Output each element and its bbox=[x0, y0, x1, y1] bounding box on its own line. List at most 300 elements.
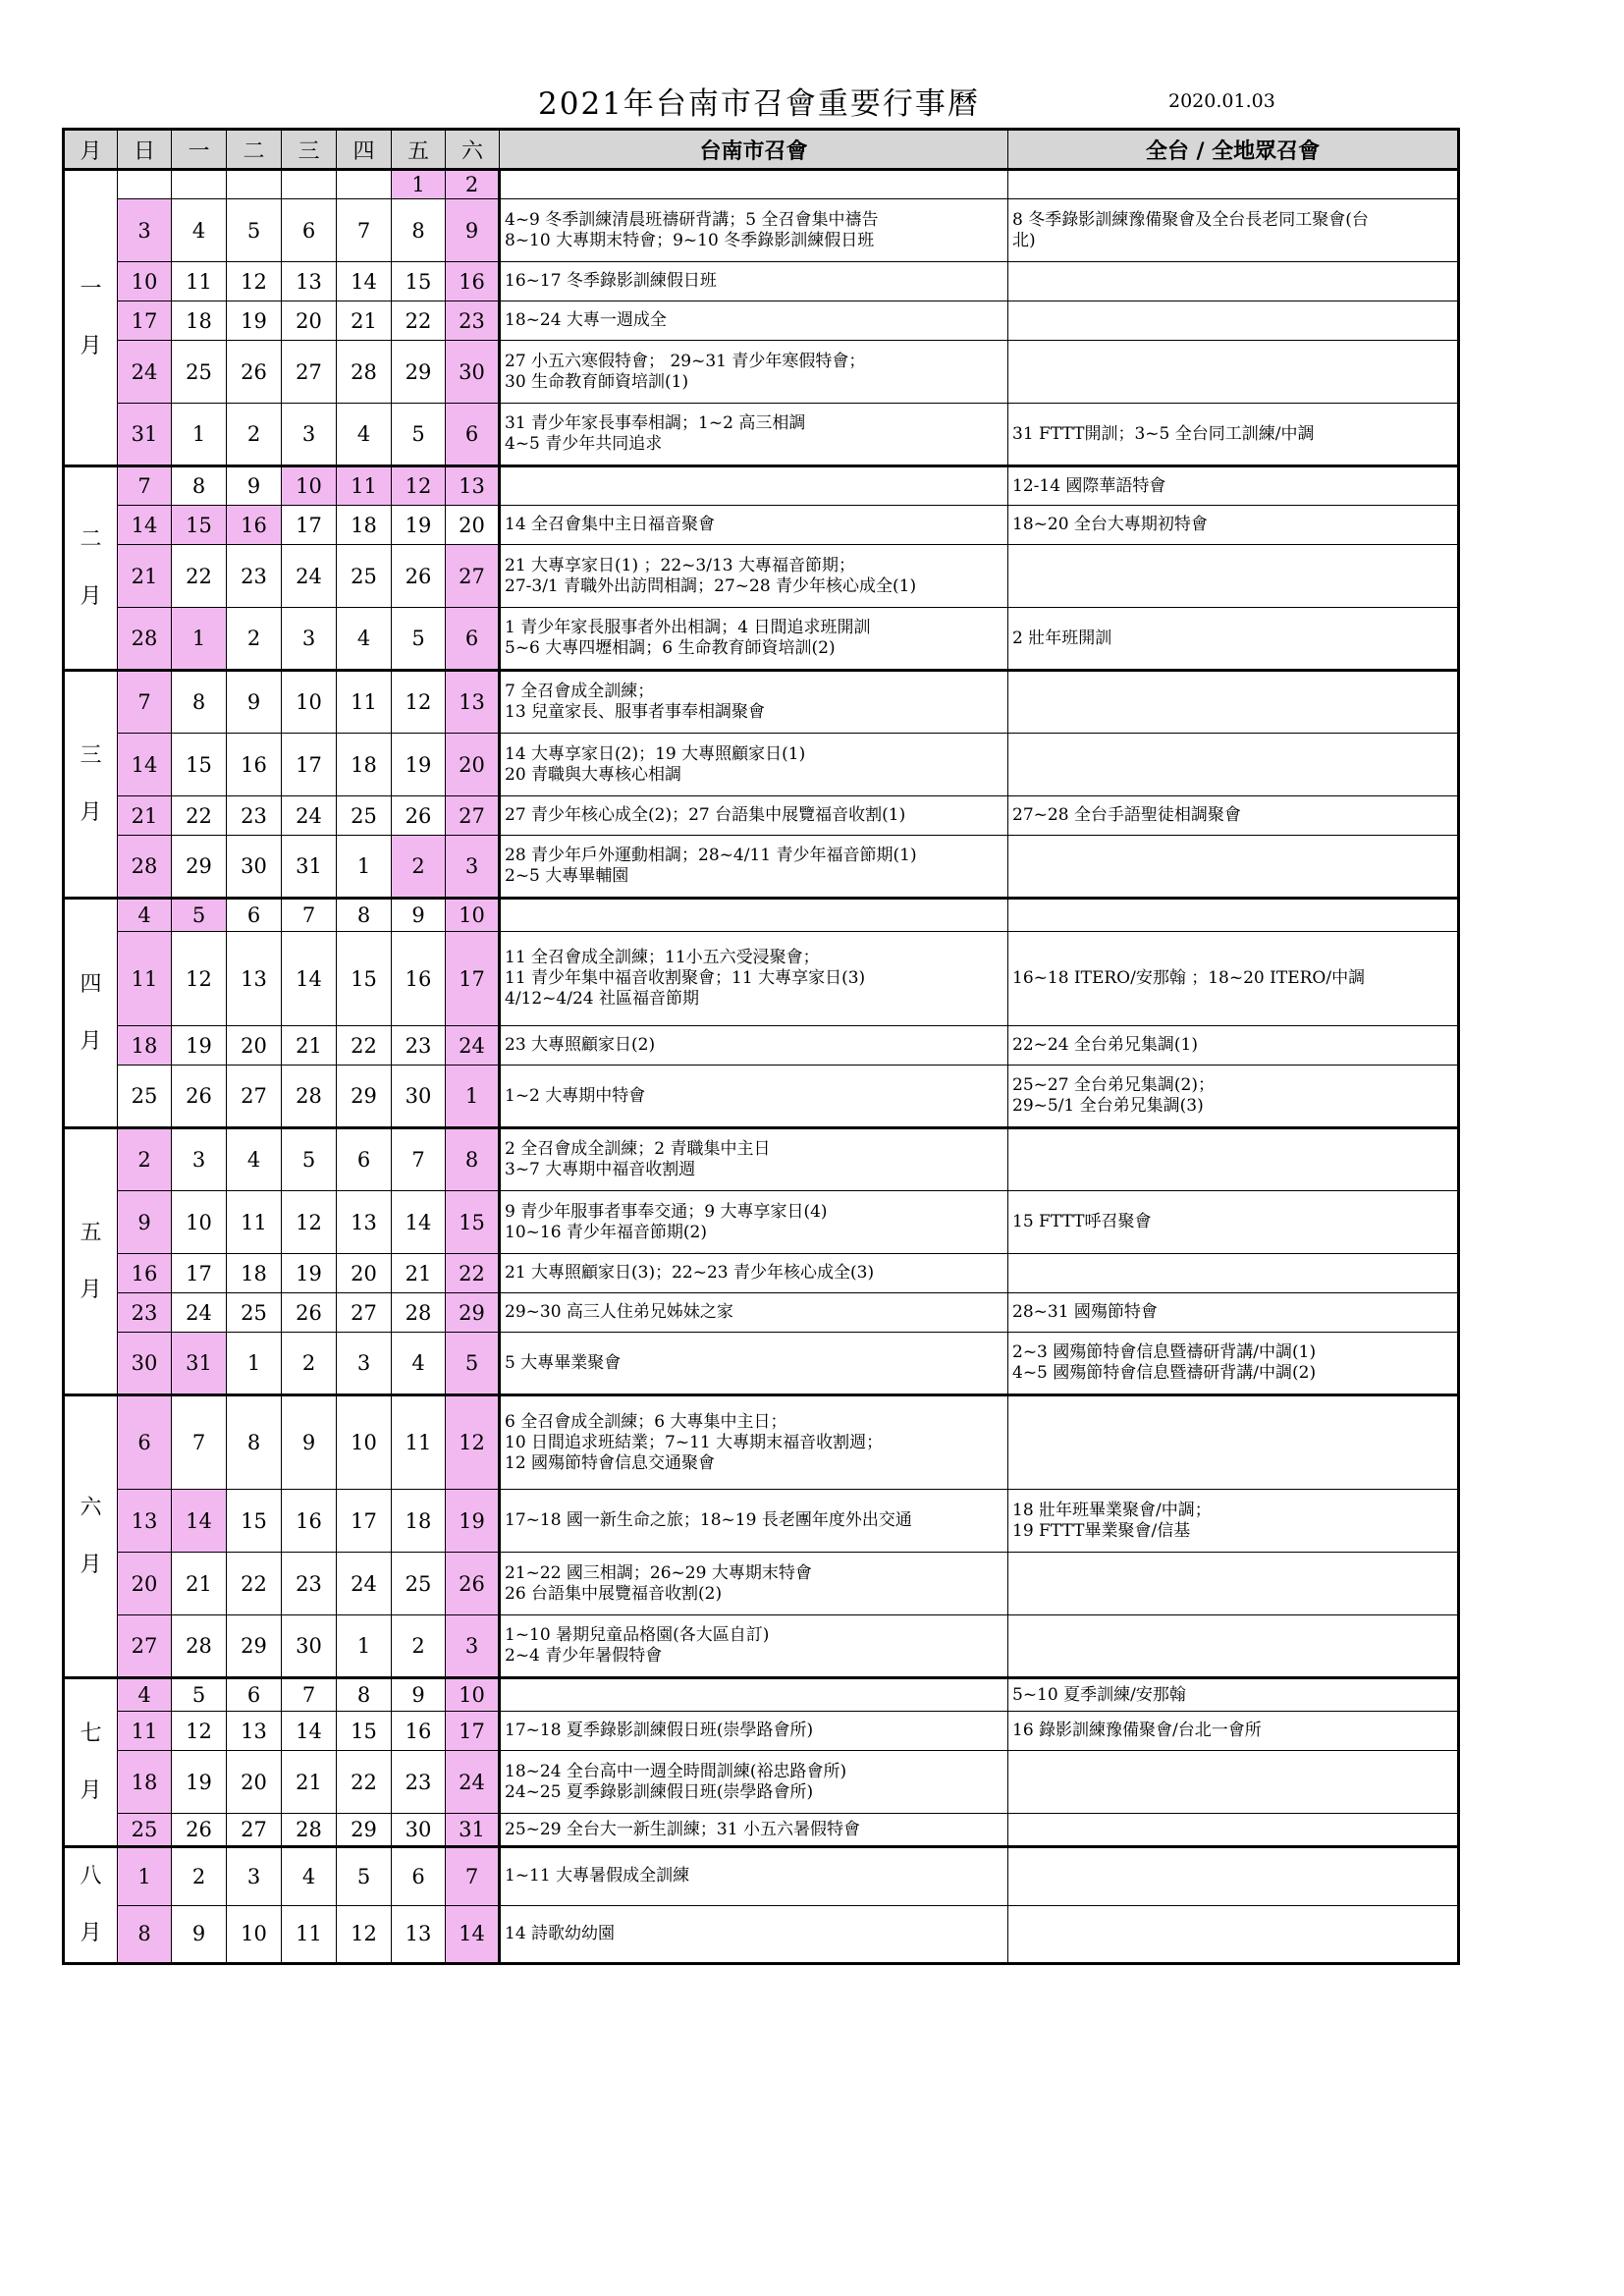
day-cell: 20 bbox=[227, 1026, 282, 1066]
local-events-cell bbox=[500, 1254, 1008, 1293]
local-events-cell bbox=[500, 1615, 1008, 1678]
day-cell: 9 bbox=[227, 466, 282, 506]
day-cell: 6 bbox=[227, 899, 282, 932]
day-cell: 20 bbox=[446, 734, 500, 796]
day-cell: 11 bbox=[337, 466, 392, 506]
local-events-cell bbox=[500, 1333, 1008, 1395]
day-cell: 2 bbox=[282, 1333, 337, 1395]
day-cell: 18 bbox=[337, 734, 392, 796]
national-events-cell bbox=[1008, 1751, 1459, 1814]
event-line: 15 FTTT呼召聚會 bbox=[1012, 1212, 1152, 1231]
event-line: 18~24 大專一週成全 bbox=[505, 310, 667, 330]
day-cell: 12 bbox=[392, 671, 446, 734]
day-cell: 3 bbox=[118, 199, 172, 262]
event-line: 22~24 全台弟兄集調(1) bbox=[1012, 1035, 1198, 1055]
header-row bbox=[64, 130, 1459, 170]
event-line: 10 日間追求班結業；7~11 大專期末福音收割週； bbox=[505, 1432, 884, 1452]
week-row bbox=[64, 1847, 1459, 1906]
local-events-cell bbox=[500, 1751, 1008, 1814]
day-cell: 21 bbox=[118, 796, 172, 836]
local-events-cell bbox=[500, 506, 1008, 545]
day-cell: 24 bbox=[118, 341, 172, 404]
day-cell: 6 bbox=[446, 608, 500, 671]
day-cell: 7 bbox=[118, 671, 172, 734]
day-cell: 23 bbox=[392, 1751, 446, 1814]
day-cell: 22 bbox=[337, 1751, 392, 1814]
day-cell: 29 bbox=[337, 1814, 392, 1847]
day-cell: 4 bbox=[282, 1847, 337, 1906]
week-row bbox=[64, 466, 1459, 506]
national-events-cell bbox=[1008, 1395, 1459, 1490]
national-events-cell bbox=[1008, 734, 1459, 796]
day-cell: 8 bbox=[446, 1128, 500, 1191]
day-cell: 31 bbox=[282, 836, 337, 899]
month-label-char: 月 bbox=[80, 1552, 102, 1577]
day-cell: 10 bbox=[337, 1395, 392, 1490]
day-cell: 6 bbox=[337, 1128, 392, 1191]
day-cell: 16 bbox=[227, 506, 282, 545]
day-cell: 22 bbox=[392, 301, 446, 341]
weekday-header-mon: 一 bbox=[172, 130, 227, 170]
day-cell bbox=[337, 170, 392, 199]
day-cell: 30 bbox=[118, 1333, 172, 1395]
event-line: 13 兒童家長、服事者事奉相調聚會 bbox=[505, 702, 766, 722]
month-label-char: 五 bbox=[80, 1220, 102, 1245]
day-cell: 20 bbox=[282, 301, 337, 341]
local-events-cell bbox=[500, 170, 1008, 199]
day-cell: 9 bbox=[172, 1905, 227, 1964]
day-cell: 16 bbox=[446, 262, 500, 301]
event-line: 1~10 暑期兒童品格園(各大區自訂) bbox=[505, 1625, 770, 1645]
day-cell: 2 bbox=[118, 1128, 172, 1191]
day-cell: 5 bbox=[446, 1333, 500, 1395]
event-line: 2~5 大專畢輔園 bbox=[505, 866, 629, 886]
day-cell: 18 bbox=[118, 1026, 172, 1066]
day-cell: 30 bbox=[282, 1615, 337, 1678]
national-events-cell bbox=[1008, 262, 1459, 301]
day-cell: 11 bbox=[118, 1712, 172, 1751]
month-label-char: 八 bbox=[80, 1864, 102, 1888]
day-cell: 22 bbox=[337, 1026, 392, 1066]
local-events-cell bbox=[500, 608, 1008, 671]
weekday-header-sun: 日 bbox=[118, 130, 172, 170]
day-cell: 23 bbox=[227, 545, 282, 608]
day-cell: 12 bbox=[172, 932, 227, 1026]
day-cell: 1 bbox=[118, 1847, 172, 1906]
day-cell: 26 bbox=[227, 341, 282, 404]
day-cell: 14 bbox=[118, 506, 172, 545]
event-line: 30 生命教育師資培訓(1) bbox=[505, 371, 689, 392]
day-cell: 23 bbox=[227, 796, 282, 836]
day-cell: 29 bbox=[446, 1293, 500, 1333]
local-events-cell bbox=[500, 1066, 1008, 1128]
event-line: 20 青職與大專核心相調 bbox=[505, 764, 682, 785]
event-line: 21~22 國三相調；26~29 大專期末特會 bbox=[505, 1562, 812, 1583]
local-events-cell bbox=[500, 545, 1008, 608]
national-events-cell bbox=[1008, 466, 1459, 506]
day-cell: 31 bbox=[446, 1814, 500, 1847]
national-events-cell bbox=[1008, 199, 1459, 262]
local-events-cell bbox=[500, 671, 1008, 734]
local-events-cell bbox=[500, 1814, 1008, 1847]
day-cell: 15 bbox=[337, 932, 392, 1026]
national-events-cell bbox=[1008, 796, 1459, 836]
day-cell: 13 bbox=[282, 262, 337, 301]
event-line: 3~7 大專期中福音收割週 bbox=[505, 1160, 696, 1179]
day-cell: 21 bbox=[172, 1553, 227, 1615]
event-line: 2~3 國殤節特會信息暨禱研背講/中調(1) bbox=[1012, 1342, 1317, 1362]
day-cell: 29 bbox=[392, 341, 446, 404]
national-events-cell bbox=[1008, 545, 1459, 608]
month-label-char: 月 bbox=[80, 1777, 102, 1803]
day-cell: 11 bbox=[392, 1395, 446, 1490]
event-line: 28~31 國殤節特會 bbox=[1012, 1302, 1158, 1322]
day-cell: 4 bbox=[227, 1128, 282, 1191]
day-cell: 5 bbox=[392, 608, 446, 671]
weekday-header-sat: 六 bbox=[446, 130, 500, 170]
day-cell: 27 bbox=[282, 341, 337, 404]
month-label bbox=[64, 1847, 118, 1964]
week-row bbox=[64, 836, 1459, 899]
event-line: 8 冬季錄影訓練豫備聚會及全台長老同工聚會(台 bbox=[1012, 209, 1369, 230]
month-label-char: 月 bbox=[80, 799, 102, 825]
weekday-header-tue: 二 bbox=[227, 130, 282, 170]
day-cell: 13 bbox=[337, 1191, 392, 1254]
week-row bbox=[64, 1615, 1459, 1678]
day-cell: 14 bbox=[446, 1905, 500, 1964]
event-line: 18 壯年班畢業聚會/中調； bbox=[1012, 1500, 1212, 1520]
week-row bbox=[64, 1751, 1459, 1814]
day-cell: 26 bbox=[392, 545, 446, 608]
day-cell: 25 bbox=[172, 341, 227, 404]
local-events-cell bbox=[500, 404, 1008, 466]
day-cell: 27 bbox=[227, 1814, 282, 1847]
day-cell: 14 bbox=[282, 1712, 337, 1751]
calendar-table bbox=[62, 128, 1460, 1965]
national-events-cell bbox=[1008, 404, 1459, 466]
event-line: 5 大專畢業聚會 bbox=[505, 1352, 622, 1373]
national-events-cell bbox=[1008, 671, 1459, 734]
week-row bbox=[64, 301, 1459, 341]
day-cell: 15 bbox=[172, 734, 227, 796]
document-date: 2020.01.03 bbox=[1168, 90, 1275, 112]
day-cell: 24 bbox=[172, 1293, 227, 1333]
national-events-cell bbox=[1008, 1678, 1459, 1712]
day-cell: 2 bbox=[446, 170, 500, 199]
day-cell: 4 bbox=[118, 899, 172, 932]
national-events-cell bbox=[1008, 301, 1459, 341]
day-cell: 10 bbox=[282, 671, 337, 734]
day-cell: 21 bbox=[118, 545, 172, 608]
day-cell: 13 bbox=[392, 1905, 446, 1964]
event-line: 7 全召會成全訓練； bbox=[505, 682, 655, 701]
national-events-cell bbox=[1008, 1066, 1459, 1128]
day-cell: 1 bbox=[337, 836, 392, 899]
day-cell: 24 bbox=[446, 1751, 500, 1814]
day-cell: 4 bbox=[337, 404, 392, 466]
local-events-cell bbox=[500, 796, 1008, 836]
event-line: 18~20 全台大專期初特會 bbox=[1012, 515, 1208, 534]
day-cell: 25 bbox=[118, 1066, 172, 1128]
day-cell: 15 bbox=[337, 1712, 392, 1751]
page-title: 2021年台南市召會重要行事曆 bbox=[538, 86, 980, 122]
event-line: 1~11 大專暑假成全訓練 bbox=[505, 1866, 690, 1886]
day-cell: 25 bbox=[227, 1293, 282, 1333]
calendar-body bbox=[64, 170, 1459, 1964]
week-row bbox=[64, 1191, 1459, 1254]
day-cell: 26 bbox=[392, 796, 446, 836]
week-row bbox=[64, 734, 1459, 796]
day-cell: 13 bbox=[227, 932, 282, 1026]
day-cell: 27 bbox=[118, 1615, 172, 1678]
month-label bbox=[64, 899, 118, 1128]
day-cell: 23 bbox=[392, 1026, 446, 1066]
day-cell: 3 bbox=[227, 1847, 282, 1906]
month-label-char: 四 bbox=[80, 971, 102, 997]
day-cell: 3 bbox=[446, 836, 500, 899]
day-cell: 11 bbox=[337, 671, 392, 734]
day-cell: 10 bbox=[227, 1905, 282, 1964]
day-cell: 5 bbox=[337, 1847, 392, 1906]
day-cell: 25 bbox=[118, 1814, 172, 1847]
event-line: 28 青少年戶外運動相調；28~4/11 青少年福音節期(1) bbox=[505, 846, 917, 865]
day-cell: 14 bbox=[337, 262, 392, 301]
day-cell: 28 bbox=[118, 836, 172, 899]
month-label-char: 一 bbox=[80, 276, 102, 301]
local-events-cell bbox=[500, 466, 1008, 506]
national-events-cell bbox=[1008, 1191, 1459, 1254]
day-cell: 2 bbox=[227, 404, 282, 466]
day-cell: 8 bbox=[172, 671, 227, 734]
day-cell: 23 bbox=[446, 301, 500, 341]
month-label-char: 六 bbox=[80, 1495, 102, 1520]
month-label bbox=[64, 1395, 118, 1678]
day-cell: 18 bbox=[227, 1254, 282, 1293]
day-cell: 16 bbox=[227, 734, 282, 796]
day-cell: 7 bbox=[392, 1128, 446, 1191]
event-line: 19 FTTT畢業聚會/信基 bbox=[1012, 1520, 1191, 1541]
day-cell: 14 bbox=[172, 1490, 227, 1553]
national-events-cell bbox=[1008, 1333, 1459, 1395]
weekday-header-thu: 四 bbox=[337, 130, 392, 170]
day-cell: 6 bbox=[392, 1847, 446, 1906]
day-cell: 19 bbox=[282, 1254, 337, 1293]
month-label-char: 月 bbox=[80, 1028, 102, 1054]
event-line: 23 大專照顧家日(2) bbox=[505, 1035, 656, 1055]
event-line: 17~18 國一新生命之旅；18~19 長老團年度外出交通 bbox=[505, 1510, 912, 1530]
national-events-cell bbox=[1008, 170, 1459, 199]
month-label bbox=[64, 1678, 118, 1847]
day-cell: 12 bbox=[172, 1712, 227, 1751]
day-cell: 30 bbox=[392, 1814, 446, 1847]
day-cell: 18 bbox=[172, 301, 227, 341]
local-events-cell bbox=[500, 1293, 1008, 1333]
local-events-cell bbox=[500, 1712, 1008, 1751]
day-cell: 4 bbox=[172, 199, 227, 262]
week-row bbox=[64, 1128, 1459, 1191]
day-cell: 9 bbox=[227, 671, 282, 734]
event-line: 4/12~4/24 社區福音節期 bbox=[505, 989, 699, 1009]
day-cell: 22 bbox=[227, 1553, 282, 1615]
national-events-cell bbox=[1008, 1128, 1459, 1191]
day-cell: 11 bbox=[172, 262, 227, 301]
day-cell: 2 bbox=[227, 608, 282, 671]
day-cell: 17 bbox=[282, 734, 337, 796]
event-line: 5~10 夏季訓練/安那翰 bbox=[1012, 1684, 1186, 1705]
event-line: 26 台語集中展覽福音收割(2) bbox=[505, 1583, 723, 1604]
event-line: 29~5/1 全台弟兄集調(3) bbox=[1012, 1096, 1204, 1116]
week-row bbox=[64, 506, 1459, 545]
week-row bbox=[64, 1395, 1459, 1490]
event-line: 16 錄影訓練豫備聚會/台北一會所 bbox=[1012, 1721, 1262, 1740]
month-label bbox=[64, 671, 118, 899]
event-line: 24~25 夏季錄影訓練假日班(崇學路會所) bbox=[505, 1781, 814, 1802]
event-line: 18~24 全台高中一週全時間訓練(裕忠路會所) bbox=[505, 1761, 847, 1781]
week-row bbox=[64, 1678, 1459, 1712]
week-row bbox=[64, 1293, 1459, 1333]
national-events-cell bbox=[1008, 608, 1459, 671]
local-events-cell bbox=[500, 899, 1008, 932]
day-cell: 26 bbox=[172, 1066, 227, 1128]
week-row bbox=[64, 170, 1459, 199]
national-events-header: 全台 / 全地眾召會 bbox=[1008, 130, 1459, 170]
event-line: 27~28 全台手語聖徒相調聚會 bbox=[1012, 805, 1241, 825]
local-events-cell bbox=[500, 1026, 1008, 1066]
day-cell: 1 bbox=[392, 170, 446, 199]
day-cell: 14 bbox=[392, 1191, 446, 1254]
day-cell bbox=[172, 170, 227, 199]
event-line: 27 青少年核心成全(2)；27 台語集中展覽福音收割(1) bbox=[505, 805, 906, 825]
day-cell: 22 bbox=[172, 796, 227, 836]
local-events-cell bbox=[500, 836, 1008, 899]
day-cell: 18 bbox=[118, 1751, 172, 1814]
week-row bbox=[64, 1026, 1459, 1066]
day-cell: 29 bbox=[337, 1066, 392, 1128]
national-events-cell bbox=[1008, 1490, 1459, 1553]
event-line: 27 小五六寒假特會； 29~31 青少年寒假特會； bbox=[505, 351, 866, 371]
day-cell: 22 bbox=[172, 545, 227, 608]
day-cell: 17 bbox=[118, 301, 172, 341]
week-row bbox=[64, 262, 1459, 301]
day-cell: 2 bbox=[392, 1615, 446, 1678]
week-row bbox=[64, 1254, 1459, 1293]
event-line: 12-14 國際華語特會 bbox=[1012, 475, 1166, 496]
day-cell: 8 bbox=[337, 1678, 392, 1712]
week-row bbox=[64, 1490, 1459, 1553]
day-cell: 7 bbox=[282, 1678, 337, 1712]
event-line: 4~5 青少年共同追求 bbox=[505, 434, 663, 454]
day-cell: 1 bbox=[172, 404, 227, 466]
day-cell: 6 bbox=[446, 404, 500, 466]
day-cell: 23 bbox=[282, 1553, 337, 1615]
event-line: 2 壯年班開訓 bbox=[1012, 628, 1112, 648]
event-line: 14 詩歌幼幼園 bbox=[505, 1923, 616, 1943]
day-cell: 30 bbox=[227, 836, 282, 899]
national-events-cell bbox=[1008, 1814, 1459, 1847]
day-cell: 31 bbox=[172, 1333, 227, 1395]
day-cell: 20 bbox=[446, 506, 500, 545]
month-label-char: 七 bbox=[80, 1721, 102, 1746]
day-cell: 17 bbox=[446, 1712, 500, 1751]
day-cell: 10 bbox=[282, 466, 337, 506]
day-cell: 28 bbox=[282, 1066, 337, 1128]
day-cell: 24 bbox=[337, 1553, 392, 1615]
day-cell: 11 bbox=[227, 1191, 282, 1254]
day-cell: 1 bbox=[337, 1615, 392, 1678]
day-cell: 8 bbox=[392, 199, 446, 262]
day-cell: 6 bbox=[282, 199, 337, 262]
event-line: 16~17 冬季錄影訓練假日班 bbox=[505, 271, 717, 291]
month-label-char: 月 bbox=[80, 1921, 102, 1945]
day-cell: 27 bbox=[446, 796, 500, 836]
event-line: 16~18 ITERO/安那翰 ；18~20 ITERO/中調 bbox=[1012, 968, 1366, 988]
day-cell: 14 bbox=[282, 932, 337, 1026]
day-cell: 18 bbox=[392, 1490, 446, 1553]
day-cell: 13 bbox=[227, 1712, 282, 1751]
day-cell bbox=[227, 170, 282, 199]
day-cell: 31 bbox=[118, 404, 172, 466]
event-line: 2~4 青少年暑假特會 bbox=[505, 1646, 663, 1666]
day-cell: 19 bbox=[446, 1490, 500, 1553]
day-cell: 23 bbox=[118, 1293, 172, 1333]
day-cell: 10 bbox=[118, 262, 172, 301]
event-line: 14 大專享家日(2)；19 大專照顧家日(1) bbox=[505, 743, 806, 764]
event-line: 4~5 國殤節特會信息暨禱研背講/中調(2) bbox=[1012, 1363, 1317, 1383]
day-cell: 9 bbox=[118, 1191, 172, 1254]
day-cell: 21 bbox=[392, 1254, 446, 1293]
day-cell: 30 bbox=[392, 1066, 446, 1128]
day-cell: 5 bbox=[227, 199, 282, 262]
day-cell: 17 bbox=[282, 506, 337, 545]
day-cell: 17 bbox=[337, 1490, 392, 1553]
week-row bbox=[64, 671, 1459, 734]
local-events-cell bbox=[500, 932, 1008, 1026]
day-cell: 3 bbox=[172, 1128, 227, 1191]
local-events-cell bbox=[500, 1553, 1008, 1615]
day-cell: 27 bbox=[446, 545, 500, 608]
day-cell: 1 bbox=[172, 608, 227, 671]
event-line: 17~18 夏季錄影訓練假日班(崇學路會所) bbox=[505, 1721, 814, 1740]
day-cell: 26 bbox=[446, 1553, 500, 1615]
day-cell: 15 bbox=[392, 262, 446, 301]
day-cell: 20 bbox=[227, 1751, 282, 1814]
day-cell: 10 bbox=[446, 899, 500, 932]
day-cell: 25 bbox=[337, 796, 392, 836]
day-cell: 19 bbox=[392, 734, 446, 796]
week-row bbox=[64, 545, 1459, 608]
day-cell: 4 bbox=[392, 1333, 446, 1395]
day-cell: 10 bbox=[172, 1191, 227, 1254]
day-cell: 13 bbox=[118, 1490, 172, 1553]
day-cell: 26 bbox=[282, 1293, 337, 1333]
day-cell: 17 bbox=[446, 932, 500, 1026]
month-label-char: 月 bbox=[80, 1277, 102, 1302]
day-cell: 25 bbox=[337, 545, 392, 608]
week-row bbox=[64, 932, 1459, 1026]
day-cell: 28 bbox=[337, 341, 392, 404]
day-cell: 4 bbox=[118, 1678, 172, 1712]
day-cell: 1 bbox=[446, 1066, 500, 1128]
day-cell: 8 bbox=[118, 1905, 172, 1964]
month-label bbox=[64, 466, 118, 671]
day-cell: 15 bbox=[227, 1490, 282, 1553]
event-line: 27-3/1 青職外出訪問相調；27~28 青少年核心成全(1) bbox=[505, 575, 917, 596]
local-events-cell bbox=[500, 1490, 1008, 1553]
month-label-char: 二 bbox=[80, 526, 102, 552]
event-line: 31 FTTT開訓；3~5 全台同工訓練/中調 bbox=[1012, 423, 1315, 444]
day-cell: 1 bbox=[227, 1333, 282, 1395]
day-cell: 3 bbox=[446, 1615, 500, 1678]
